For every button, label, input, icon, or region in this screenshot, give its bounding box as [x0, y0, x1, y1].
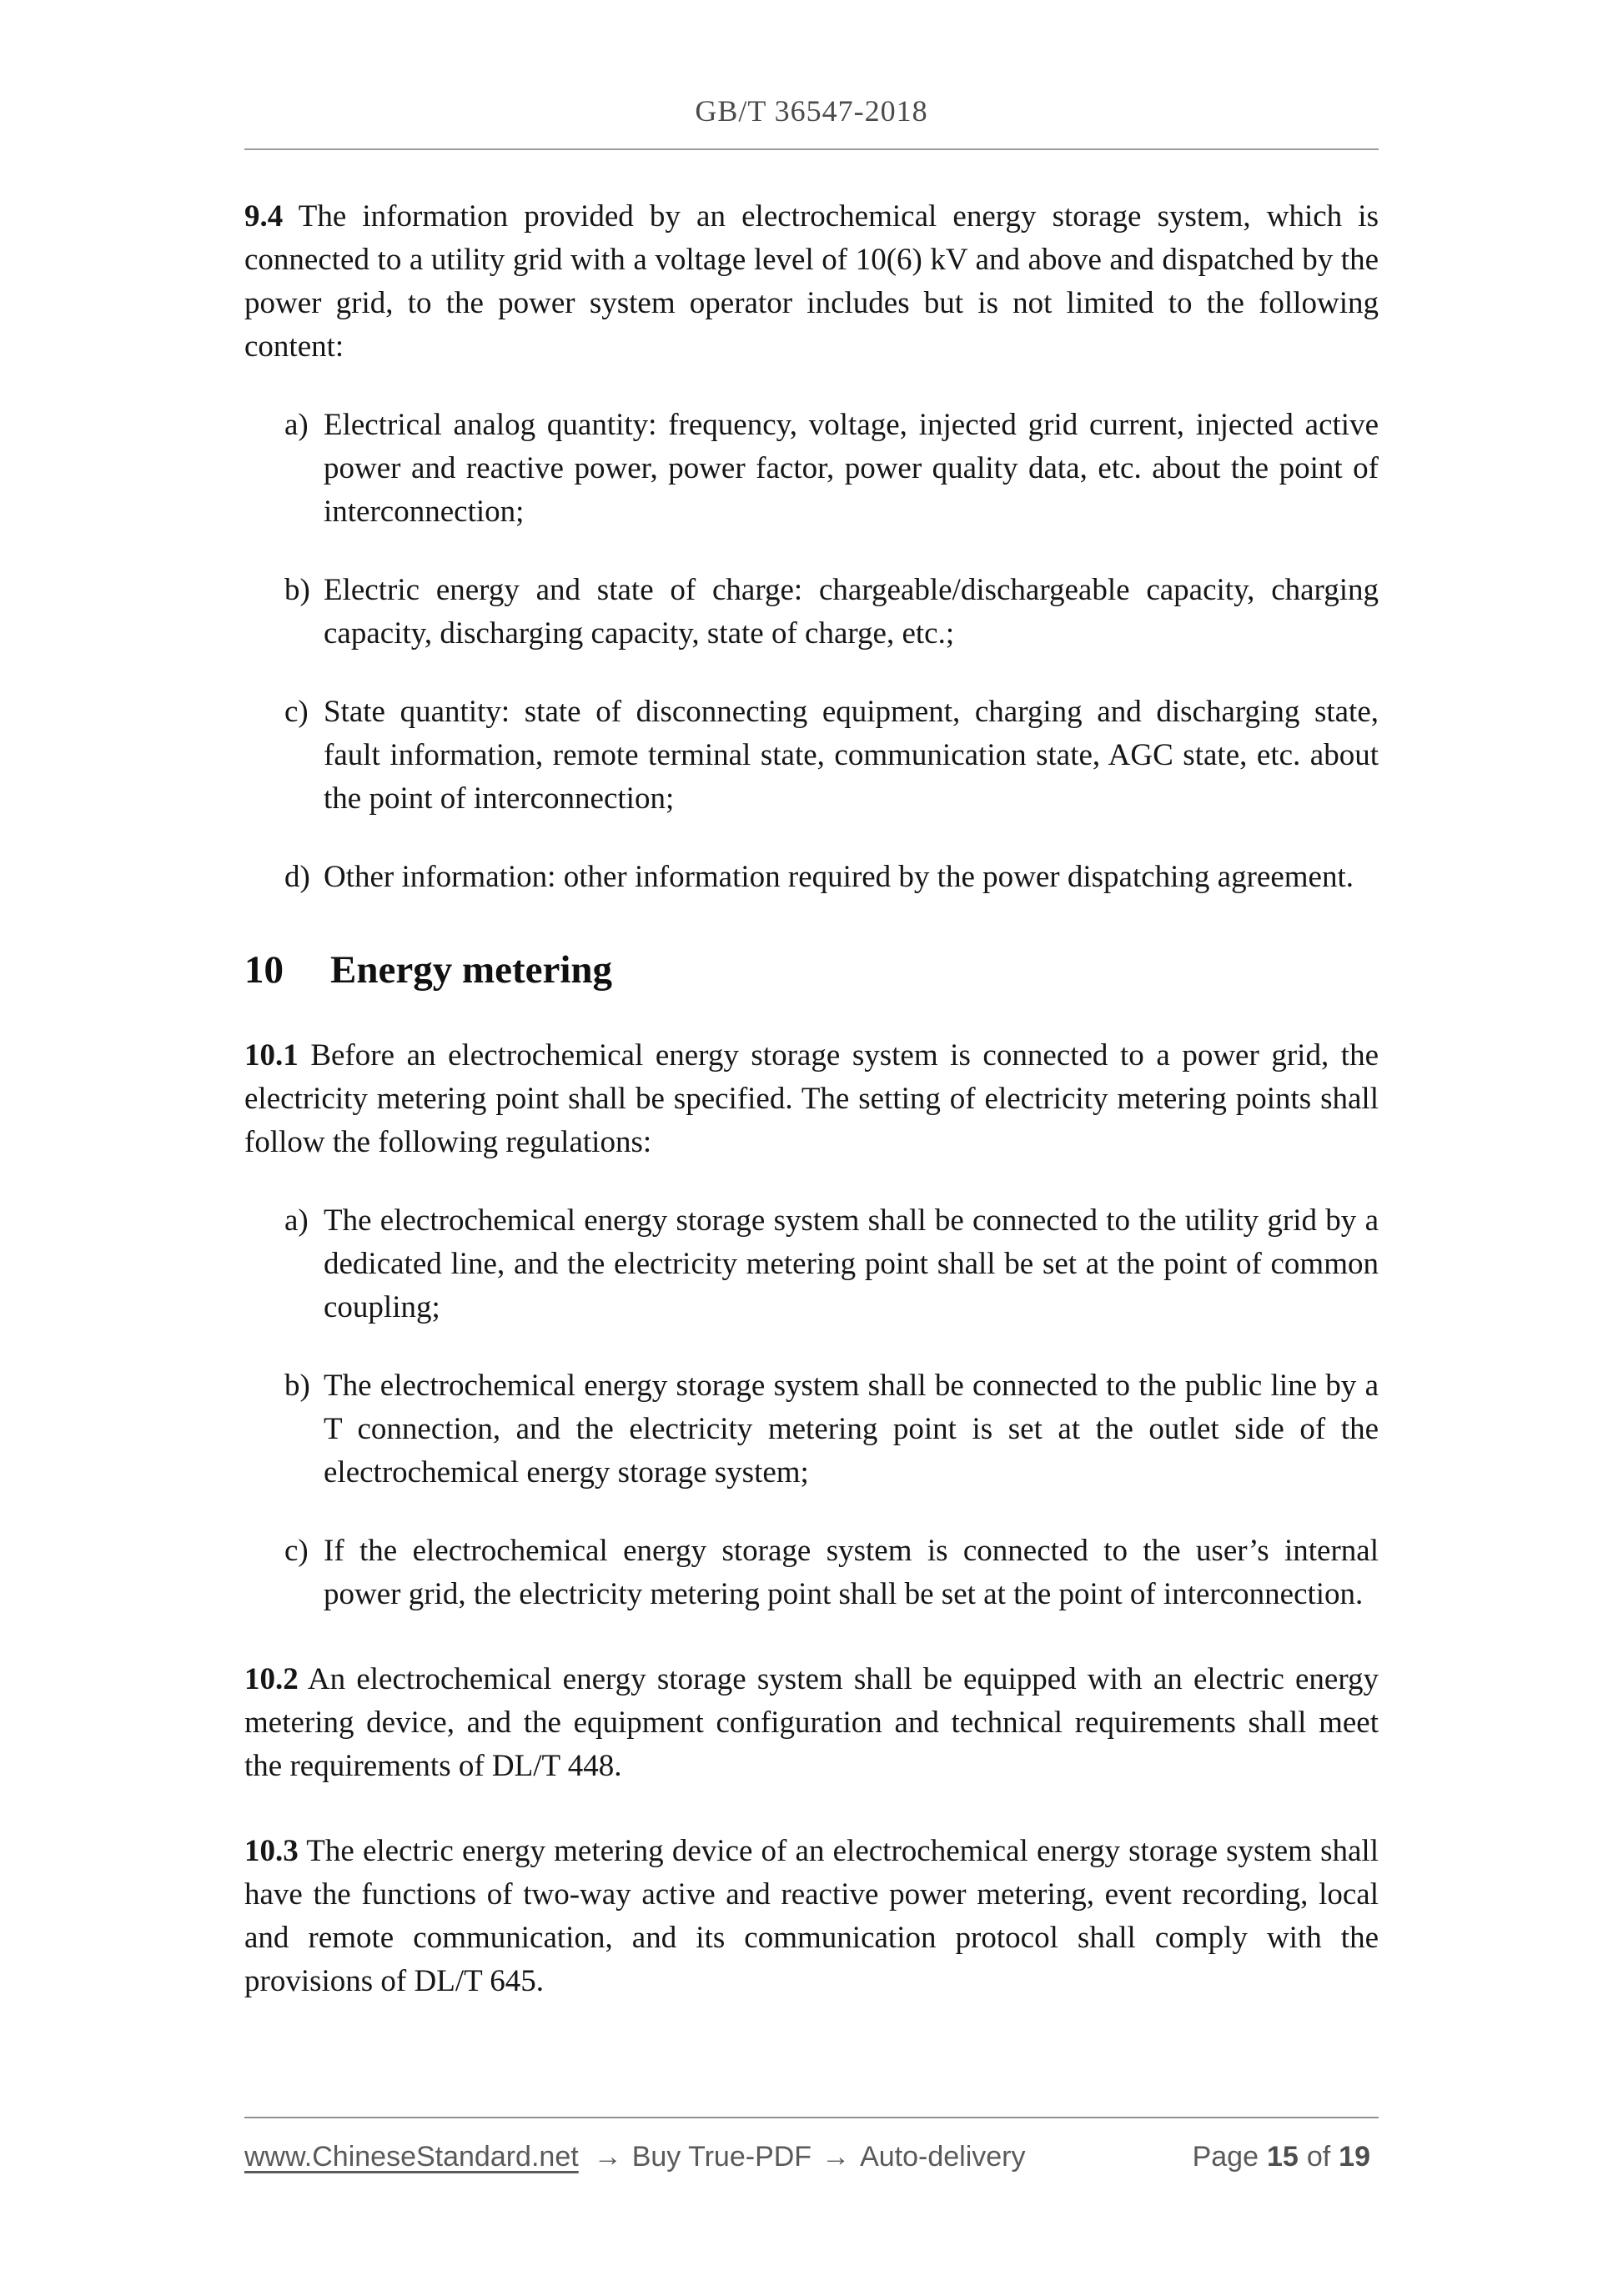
- list-item-9c: [244, 691, 1379, 821]
- section-heading-10: [244, 946, 1379, 994]
- footer-action-buy: Buy True-PDF: [631, 2141, 812, 2173]
- section-number: 10: [244, 948, 284, 992]
- clause-number: 9.4: [244, 199, 284, 234]
- page-content: [244, 0, 1379, 2003]
- list-item-10a: [244, 1199, 1379, 1329]
- list-item-label: b): [284, 573, 310, 607]
- list-item-text: If the electrochemical energy storage system is connected to the user’s internal power grid, the electricity metering point shall be set at the point of interconnection.: [324, 1534, 1379, 1611]
- section-title: Energy metering: [330, 948, 613, 992]
- footer-action-delivery: Auto-delivery: [860, 2141, 1026, 2173]
- of-label: of: [1306, 2141, 1331, 2173]
- list-item-9a: [244, 404, 1379, 534]
- list-item-text: Electric energy and state of charge: chargeable/dischargeable capacity, charging capacity, discharging capacity, state of charge, etc.;: [324, 573, 1379, 651]
- list-item-text: The electrochemical energy storage system shall be connected to the public line by a T connection, and the electricity metering point is set at the outlet side of the electrochemical energy storage system;: [324, 1369, 1379, 1490]
- footer-source-line: [244, 2139, 1026, 2174]
- list-item-label: b): [284, 1369, 310, 1403]
- list-item-10c: [244, 1530, 1379, 1616]
- list-item-10b: [244, 1364, 1379, 1495]
- list-item-text: State quantity: state of disconnecting equipment, charging and discharging state, fault information, remote terminal state, communication state, AGC state, etc. about the point of interconnection;: [324, 695, 1379, 816]
- clause-text: The information provided by an electrochemical energy storage system, which is connected to a utility grid with a voltage level of 10(6) kV and above and dispatched by the power grid, to the power system operator includes but is not limited to the following content:: [244, 199, 1379, 364]
- list-item-label: c): [284, 695, 309, 729]
- arrow-icon: →: [822, 2141, 851, 2173]
- clause-number: 10.2: [244, 1662, 299, 1696]
- footer-website-link[interactable]: www.ChineseStandard.net: [244, 2141, 579, 2173]
- clause-text: The electric energy metering device of an electrochemical energy storage system shall have the functions of two-way active and reactive power metering, event recording, local and remote communication, and its communication protocol shall comply with the provisions of DL/T 645.: [244, 1834, 1379, 1998]
- paragraph-10-1: [244, 1034, 1379, 1164]
- arrow-icon: →: [593, 2141, 622, 2173]
- paragraph-9-4: [244, 195, 1379, 369]
- list-item-label: a): [284, 1203, 309, 1238]
- list-item-label: a): [284, 408, 309, 442]
- list-item-9b: [244, 569, 1379, 656]
- clause-number: 10.3: [244, 1834, 299, 1868]
- header-divider: [244, 148, 1379, 150]
- clause-number: 10.1: [244, 1038, 299, 1073]
- list-item-9d: [244, 856, 1379, 899]
- list-item-label: d): [284, 860, 310, 894]
- page-header-standard-number: GB/T 36547-2018: [695, 94, 928, 128]
- paragraph-10-2: [244, 1658, 1379, 1788]
- list-item-text: The electrochemical energy storage system shall be connected to the utility grid by a dedicated line, and the electricity metering point shall be set at the point of common coupling;: [324, 1203, 1379, 1324]
- list-item-label: c): [284, 1534, 309, 1568]
- footer-page-indicator: [1193, 2139, 1379, 2174]
- clause-text: An electrochemical energy storage system shall be equipped with an electric energy metering device, and the equipment configuration and technical requirements shall meet the requirements of DL/T 448.: [244, 1662, 1379, 1783]
- list-item-text: Electrical analog quantity: frequency, voltage, injected grid current, injected active power and reactive power, power factor, power quality data, etc. about the point of interconnection;: [324, 408, 1379, 529]
- clause-text: Before an electrochemical energy storage system is connected to a power grid, the electricity metering point shall be specified. The setting of electricity metering points shall follow the following regulations:: [244, 1038, 1379, 1159]
- paragraph-10-3: [244, 1830, 1379, 2003]
- page-footer: [244, 2139, 1379, 2174]
- page-total: 19: [1339, 2141, 1370, 2173]
- page-label: Page: [1192, 2141, 1259, 2173]
- footer-divider: [244, 2117, 1379, 2118]
- list-item-text: Other information: other information required by the power dispatching agreement.: [324, 860, 1354, 894]
- page-current: 15: [1266, 2141, 1299, 2173]
